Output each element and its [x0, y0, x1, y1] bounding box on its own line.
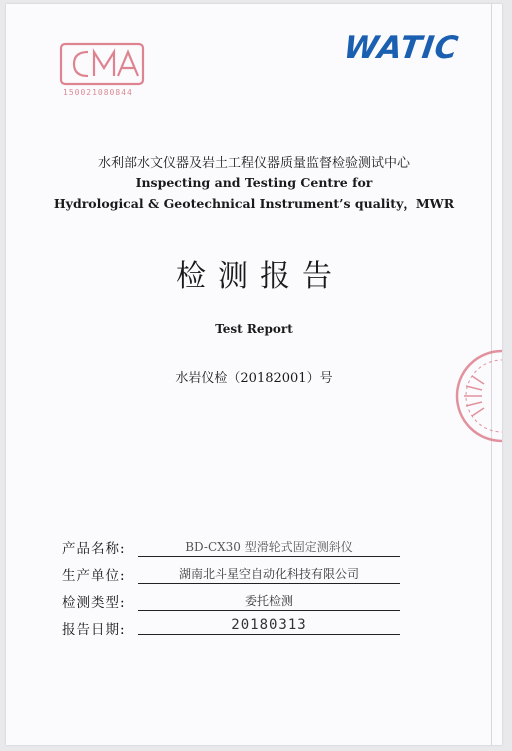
field-row-manufacturer [62, 559, 442, 586]
field-value-product-name: BD-CX30 型滑轮式固定测斜仪 [138, 538, 400, 557]
report-title-en: Test Report [215, 322, 293, 336]
field-value-test-type: 委托检测 [138, 592, 400, 611]
field-row-product-name [62, 532, 442, 559]
organization-name-en-line2: Hydrological & Geotechnical Instrument’s quality，MWR [53, 196, 455, 211]
report-cover-page [6, 4, 502, 745]
field-row-report-date [62, 613, 442, 640]
field-value-manufacturer: 湖南北斗星空自动化科技有限公司 [138, 565, 400, 584]
watic-logo: WATIC [341, 30, 462, 66]
organization-name-en-line1: Inspecting and Testing Centre for [135, 175, 373, 190]
field-label: 生产单位: [62, 568, 126, 584]
organization-name-cn: 水利部水文仪器及岩土工程仪器质量监督检验测试中心 [97, 156, 410, 171]
field-label: 报告日期: [62, 622, 126, 638]
field-value-report-date: 20180313 [138, 617, 400, 635]
cma-certificate-number: 150021080844 [63, 88, 133, 97]
report-number: 水岩仪检（20182001）号 [175, 371, 333, 386]
report-info-fields [62, 532, 442, 640]
field-label: 产品名称: [62, 541, 126, 557]
field-label: 检测类型: [62, 595, 126, 611]
report-title-cn: 检测报告 [176, 259, 344, 294]
field-row-test-type [62, 586, 442, 613]
official-seal [452, 346, 502, 446]
